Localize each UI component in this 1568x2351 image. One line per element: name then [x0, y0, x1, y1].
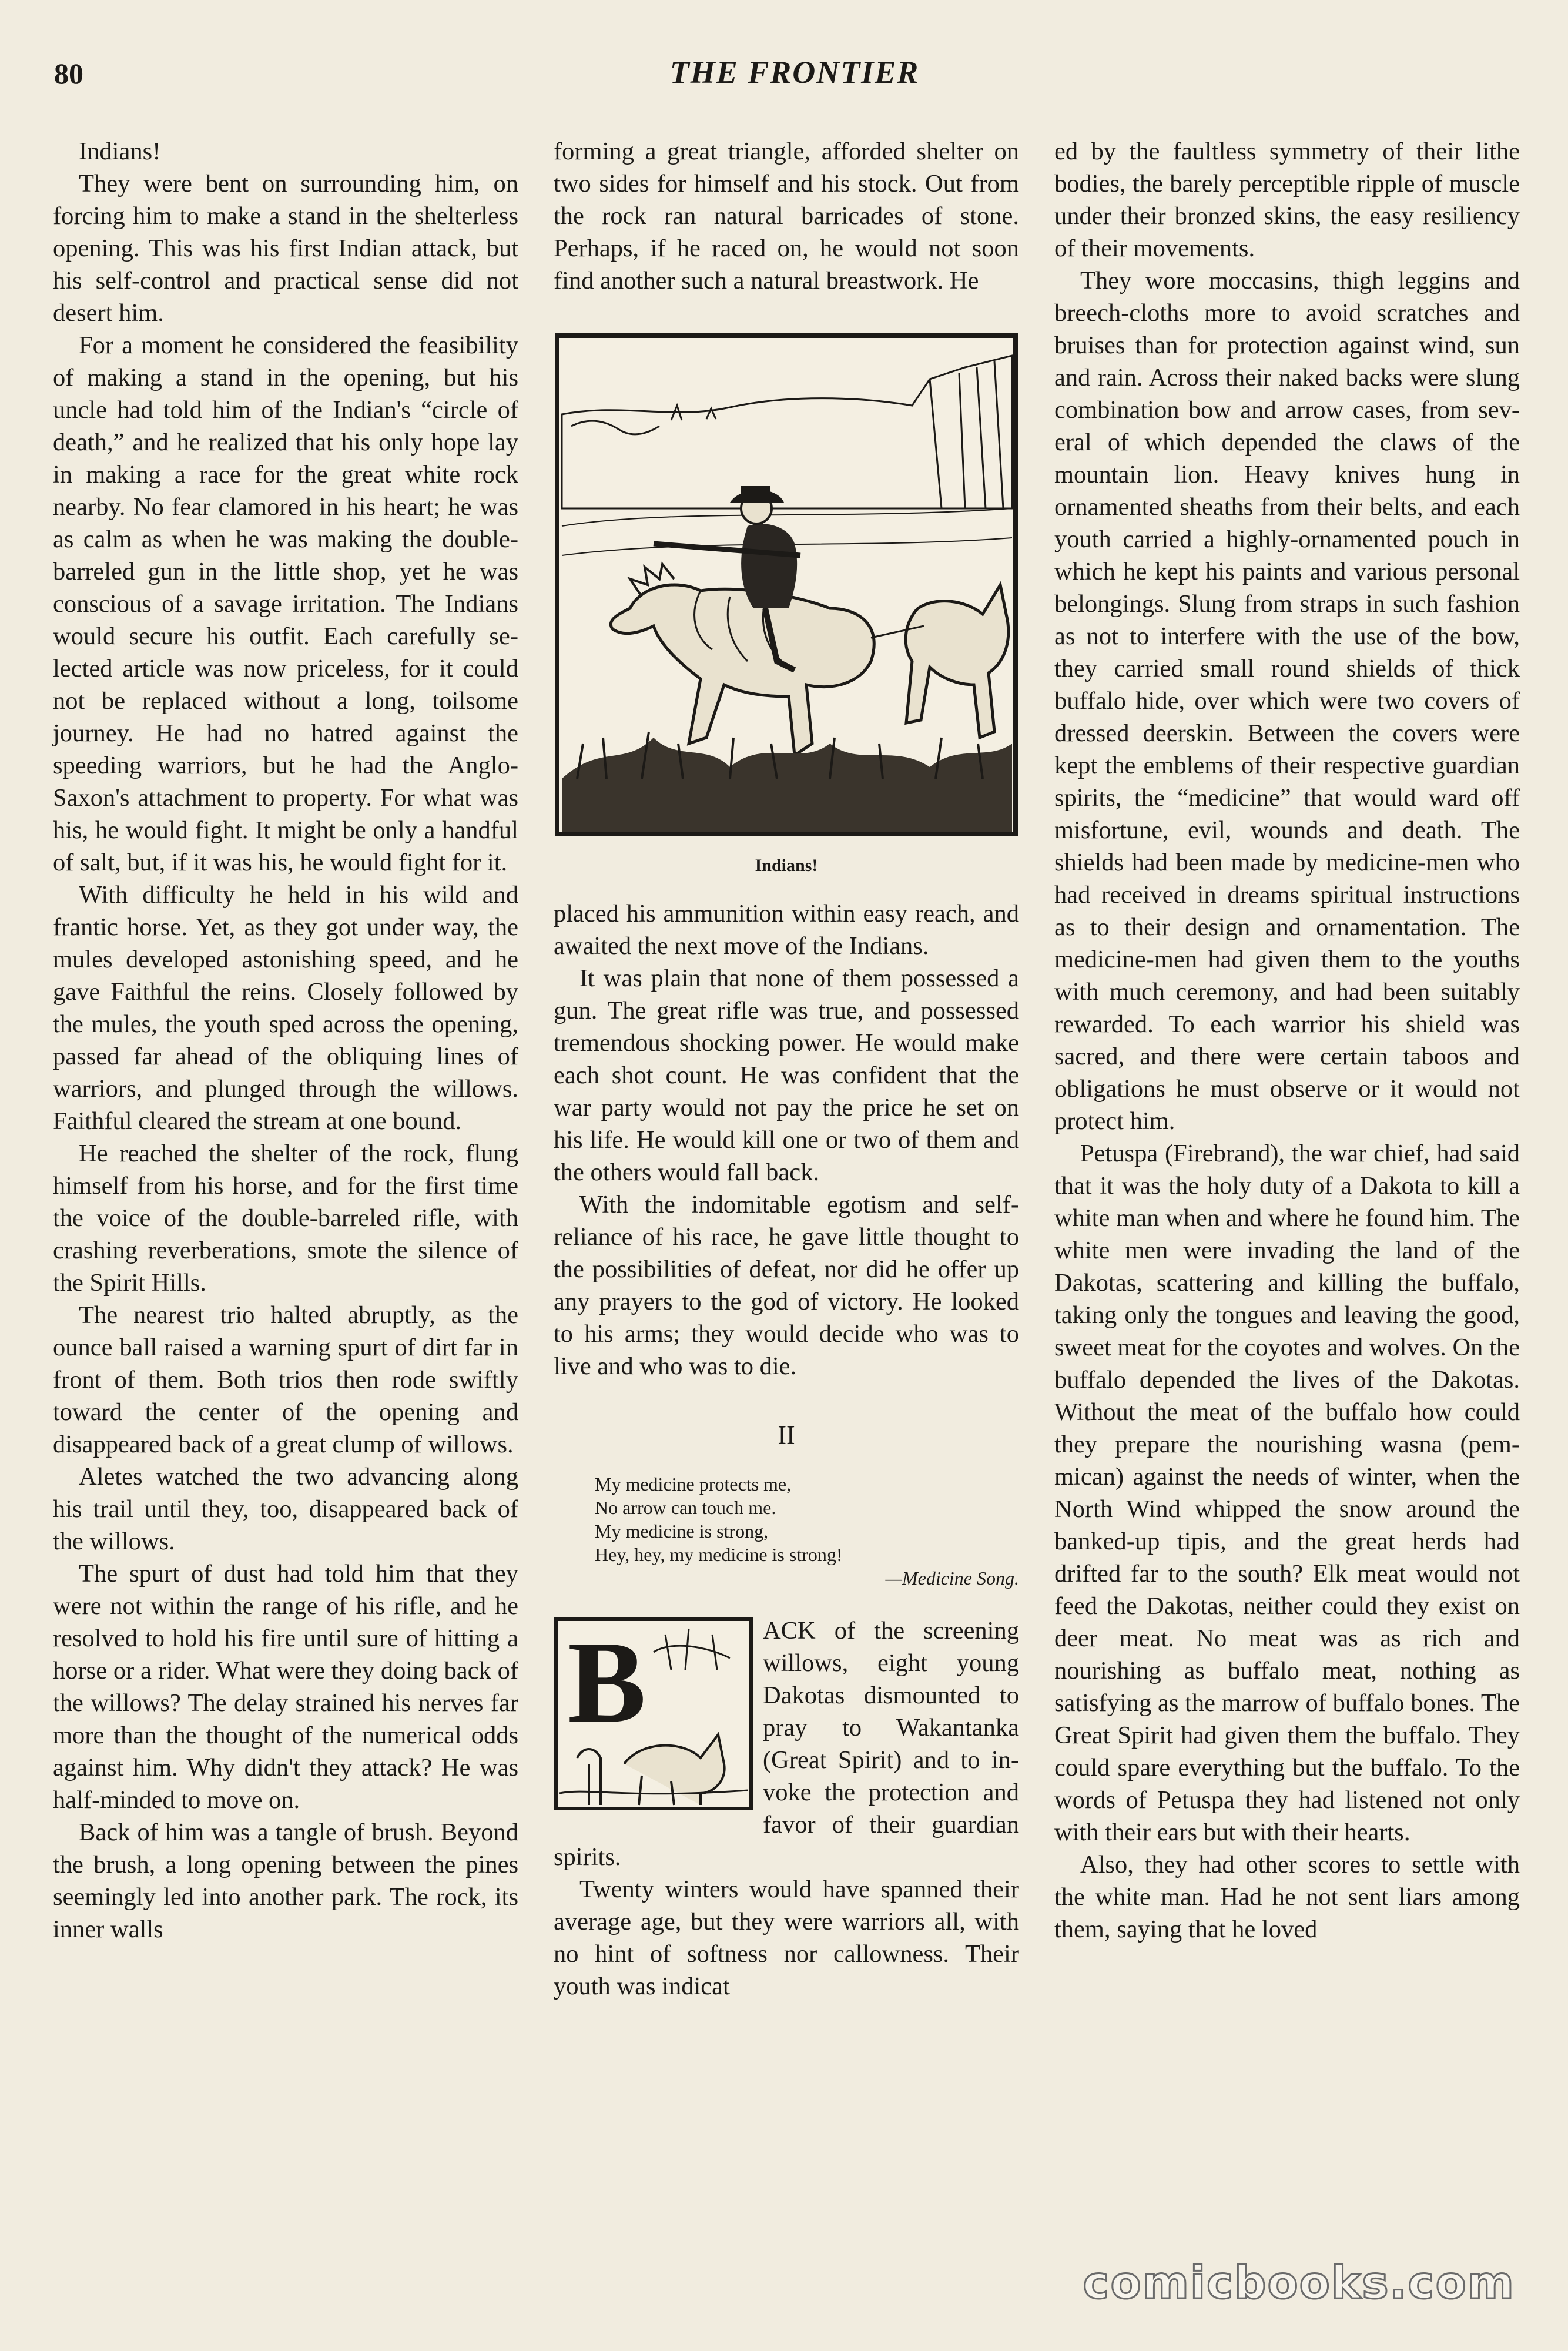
paragraph: The spurt of dust had told him that they were not within the range of his rifle, and he resolved to hold his fire until sure of hitting a horse or a rider. What were they doing back of the willows? The delay strained his nerves far more than the thought of the numerical odds against him. Why didn't they attack? He was half-minded to move on.	[53, 1560, 518, 1814]
paragraph: Indians!	[79, 138, 161, 165]
song-line: My medicine protects me,	[595, 1473, 792, 1495]
paragraph: The nearest trio halted abruptly, as the ounce ball raised a warning spurt of dirt far in front of them. Both trios then rode swiftly toward the center of the opening and disappeared back of a great clump of willows.	[53, 1301, 518, 1458]
paragraph: ACK of the screening willows, eight young Dakotas dismounted to pray to Wakantanka (Great Spirit) and to invoke the protection and favor of their guardian spirits.	[554, 1617, 1019, 1871]
drop-cap-letter: B	[568, 1617, 646, 1747]
paragraph: With difficulty he held in his wild and frantic horse. Yet, as they got under way, the mules developed astonishing speed, and he gave Faithful the reins. Closely followed by the mules, the youth sped across the opening, passed far ahead of the obliquing lines of warriors, and plunged through the willows. Faithful cleared the stream at one bound.	[53, 881, 518, 1135]
paragraph: For a moment he considered the feasibility of making a stand in the opening, but his uncle had told him of the Indian's “circle of death,” and he realized that his only hope lay in making a race for the great white rock nearby. No fear clamored in his heart; he was as calm as when he was making the double-barreled gun in the little shop, yet he was conscious of a savage irritation. The Indians would secure his outfit. Each carefully selected article was now priceless, for it could not be replaced without a long, toilsome journey. He had no hatred against the speeding warriors, but he had the Anglo-Saxon's attachment to property. For what was his, he would fight. It might be only a handful of salt, but, if it was his, he would fight for it.	[53, 331, 518, 876]
page-header	[54, 52, 1535, 99]
medicine-song-epigraph	[595, 1472, 1019, 1590]
paragraph: Also, they had other scores to settle with the white man. Had he not sent liars among them, saying that he loved	[1054, 1851, 1520, 1943]
text-column-2	[554, 135, 1019, 2002]
song-line: My medicine is strong,	[595, 1521, 769, 1542]
page-number: 80	[54, 57, 83, 90]
watermark: comicbooks.com	[1083, 2256, 1515, 2309]
paragraph: Back of him was a tangle of brush. Beyond the brush, a long opening between the pines seemingly led into another park. The rock, its inner walls	[53, 1818, 518, 1943]
paragraph: They wore moccasins, thigh leggins and breech-cloths more to avoid scratches and bruises than for protection against wind, sun and rain. Across their naked backs were slung combination bow and arrow cases, from several of which depended the claws of the mountain lion. Heavy knives hung in ornamented sheaths from their belts, and each youth carried a highly-ornamented pouch in which he kept his paints and various personal belongings. Slung from straps in such fashion as not to interfere with the use of the bow, they carried small round shields of thick buffalo hide, over which were two covers of dressed deerskin. Between the covers were kept the emblems of their respective guardian spirits, the “medicine” that would ward off misfortune, evil, wounds and death. The shields had been made by medicine-men who had received in dreams spiritual instructions as to their design and ornamentation. The medicine-men had given them to the youths with much ceremony, and had been suitably rewarded. To each warrior his shield was sacred, and there were certain taboos and obligations he must observe or it would not protect him.	[1054, 267, 1520, 1135]
song-line: No arrow can touch me.	[595, 1497, 776, 1518]
illustration-figure	[554, 332, 1019, 878]
paragraph: ed by the faultless symmetry of their lithe bodies, the barely perceptible ripple of muscle under their bronzed skins, the easy resiliency of their movements.	[1054, 138, 1520, 262]
drop-cap-b	[554, 1617, 753, 1811]
section-numeral: II	[778, 1421, 795, 1449]
paragraph: They were bent on surrounding him, on forcing him to make a stand in the shelterless opening. This was his first Indian attack, but his self-control and practical sense did not desert him.	[53, 170, 518, 327]
paragraph: forming a great triangle, afforded shelter on two sides for himself and his stock. Out from the rock ran natural barricades of stone. Perhaps, if he raced on, he would not soon find another such a natural breastwork. He	[554, 138, 1019, 294]
rider-on-horseback-illustration	[554, 332, 1019, 838]
drop-cap-illustration	[554, 1617, 753, 1811]
text-column-3	[1054, 135, 1520, 1945]
paragraph: With the indomitable egotism and self-reliance of his race, he gave little thought to the possibilities of defeat, nor did he offer up any prayers to the god of victory. He looked to his arms; they would decide who was to live and who was to die.	[554, 1191, 1019, 1380]
journal-title: THE FRONTIER	[669, 55, 920, 90]
paragraph: Aletes watched the two advancing along his trail until they, too, disappeared back of the willows.	[53, 1463, 518, 1555]
song-line: Hey, hey, my medicine is strong!	[595, 1544, 843, 1565]
paragraph: placed his ammunition within easy reach, and awaited the next move of the Indians.	[554, 900, 1019, 960]
paragraph: It was plain that none of them possessed a gun. The great rifle was true, and possessed tremendous shocking power. He would make each shot count. He was confident that the war party would not pay the price he set on his life. He would kill one or two of them and the others would fall back.	[554, 964, 1019, 1186]
text-column-1	[53, 135, 518, 1945]
paragraph: Twenty winters would have spanned their average age, but they were warriors all, with no hint of softness nor callowness. Their youth was indicat	[554, 1876, 1019, 2000]
song-attribution: —Medicine Song.	[885, 1568, 1019, 1589]
figure-caption: Indians!	[755, 856, 818, 875]
paragraph: He reached the shelter of the rock, flung himself from his horse, and for the first time the voice of the double-barreled rifle, with crashing reverberations, smote the silence of the Spirit Hills.	[53, 1140, 518, 1297]
paragraph: Petuspa (Firebrand), the war chief, had said that it was the holy duty of a Dakota to kill a white man when and where he found him. The white men were invading the land of the Dakotas, scattering and killing the buffalo, taking only the tongues and leaving the good, sweet meat for the coyotes and wolves. On the buffalo depended the lives of the Dakotas. Without the meat of the buffalo how could they prepare the nourishing wasna (pemmican) against the needs of winter, when the North Wind whipped the snow around the banked-up tipis, and the great herds had drifted far to the south? Elk meat would not feed the Dakotas, neither could they exist on deer meat. No meat was as rich and nourishing as buffalo meat, nothing as satisfying as the marrow of buffalo bones. The Great Spirit had given them the buffalo. They could spare everything but the buffalo. To the words of Petuspa they had listened not only with their ears but with their hearts.	[1054, 1140, 1520, 1846]
